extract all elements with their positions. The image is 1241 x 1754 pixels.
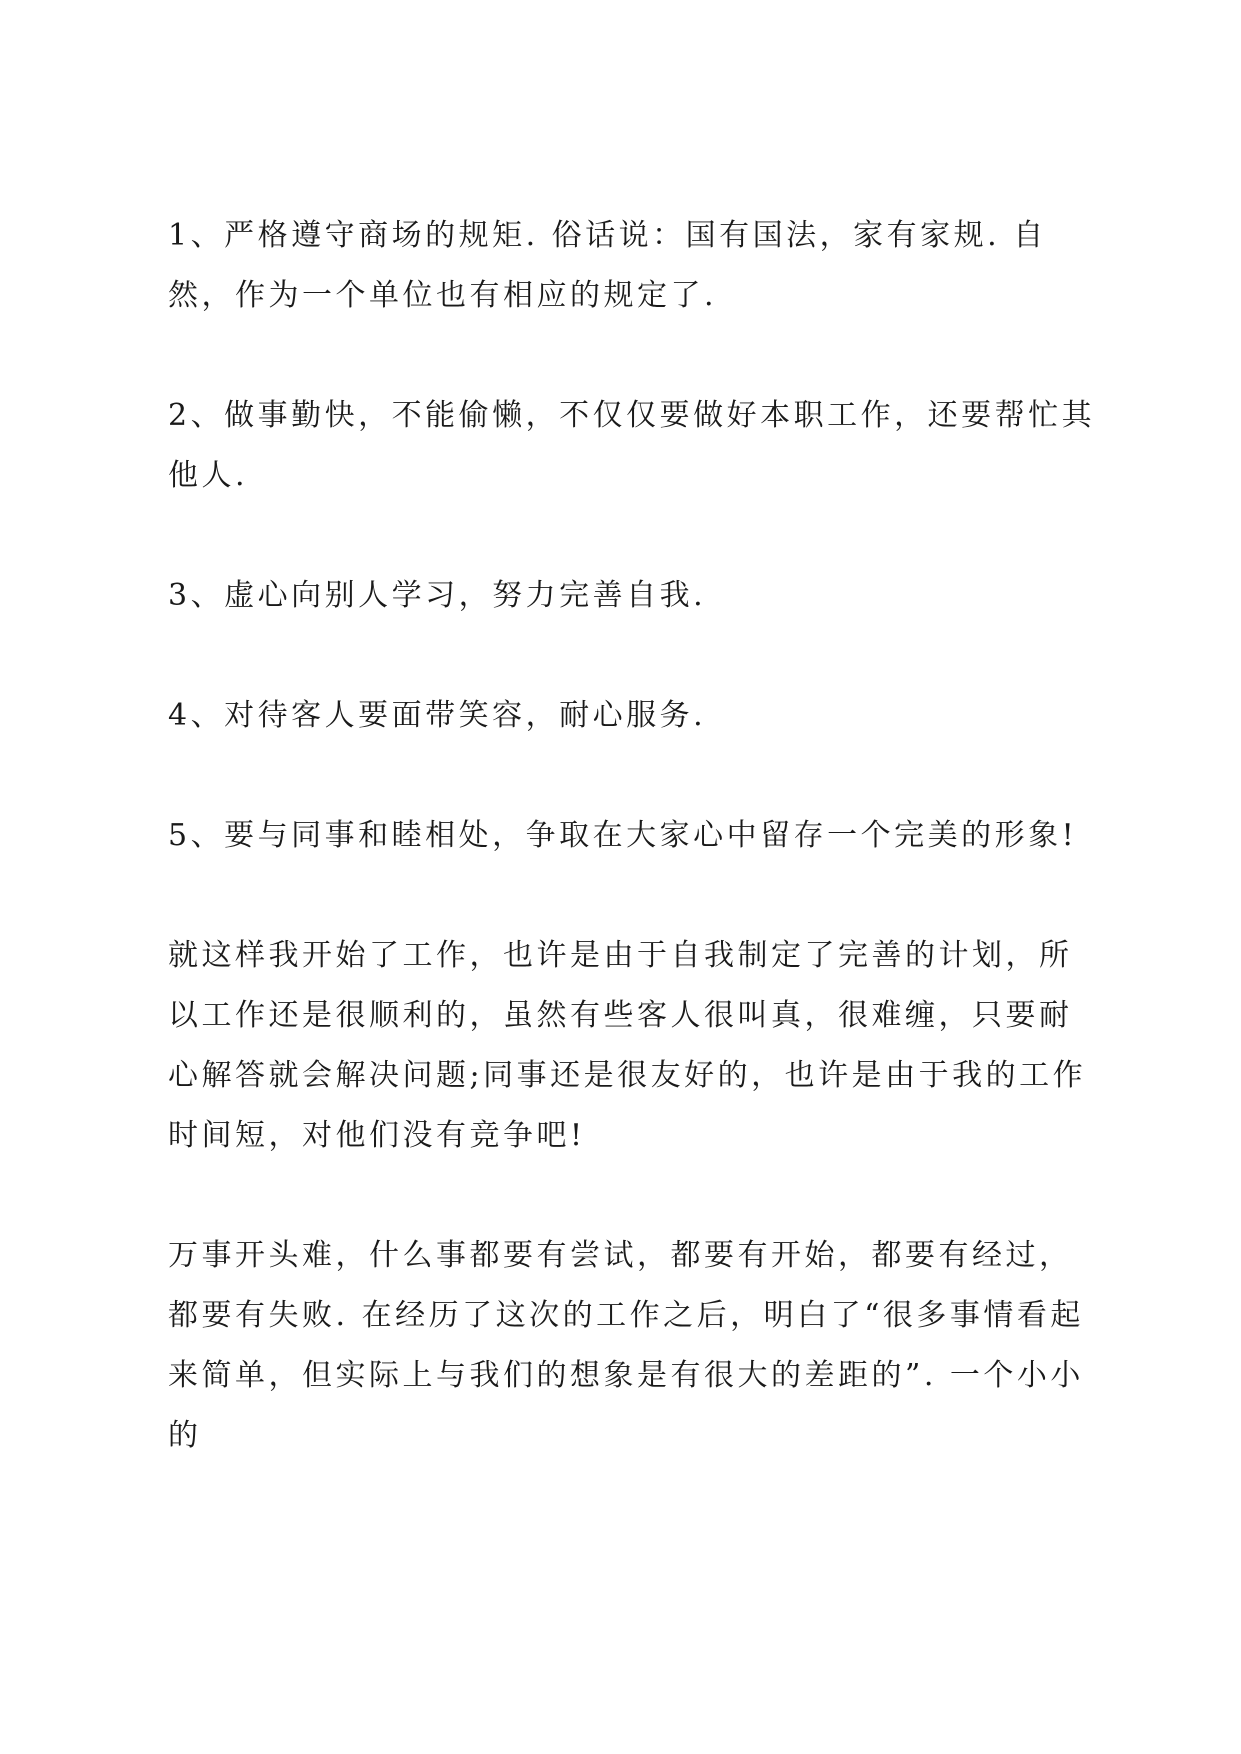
paragraph-rule-2: 2、做事勤快，不能偷懒，不仅仅要做好本职工作，还要帮忙其他人. — [168, 398, 1096, 493]
paragraph-rule-5: 5、要与同事和睦相处，争取在大家心中留存一个完美的形象! — [168, 818, 1078, 853]
paragraph-rule-4: 4、对待客人要面带笑容，耐心服务. — [168, 698, 707, 733]
paragraph-work-start: 就这样我开始了工作，也许是由于自我制定了完善的计划，所以工作还是很顺利的，虽然有些客人很叫真，很难缠，只要耐心解答就会解决问题;同事还是很友好的，也许是由于我的工作时间短，对他们没有竞争吧! — [168, 938, 1087, 1153]
paragraph-rule-1: 1、严格遵守商场的规矩. 俗话说：国有国法，家有家规. 自然，作为一个单位也有相应的规定了. — [168, 218, 1047, 313]
document-body — [168, 206, 1098, 1526]
paragraph-reflection: 万事开头难，什么事都要有尝试，都要有开始，都要有经过，都要有失败. 在经历了这次的工作之后，明白了“很多事情看起来简单，但实际上与我们的想象是有很大的差距的”. 一个小小的 — [168, 1238, 1084, 1453]
paragraph-rule-3: 3、虚心向别人学习，努力完善自我. — [168, 578, 707, 613]
